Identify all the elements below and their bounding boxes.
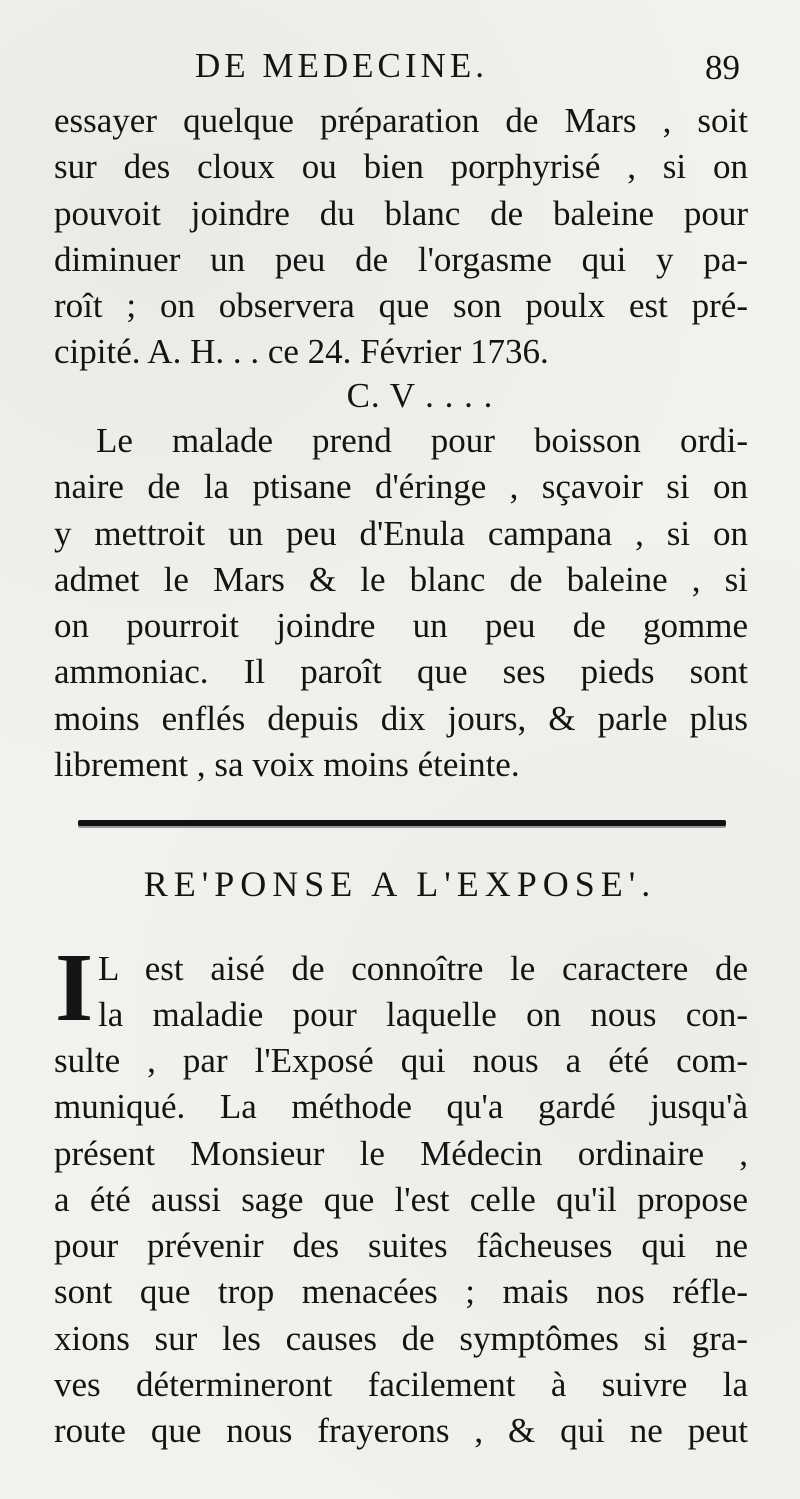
text-line: essayer quelque préparation de Mars , soit bbox=[54, 101, 748, 140]
text-line: diminuer un peu de l'orgasme qui y pa- bbox=[54, 239, 748, 279]
paragraph-continuation bbox=[54, 98, 748, 376]
text-line: moins enflés depuis dix jours, & parle plus bbox=[54, 698, 748, 738]
text-line: pour prévenir des suites fâcheuses qui ne bbox=[54, 1226, 748, 1266]
paragraph-response bbox=[54, 1038, 748, 1455]
text-line: xions sur les causes de symptômes si gra- bbox=[54, 1318, 748, 1358]
running-head: DE MEDECINE. bbox=[195, 46, 488, 85]
text-line: L est aisé de connoître le caractere de bbox=[98, 949, 748, 988]
text-line: muniqué. La méthode qu'a gardé jusqu'à bbox=[54, 1087, 748, 1127]
text-line: ves détermineront facilement à suivre la bbox=[54, 1365, 748, 1405]
section-divider bbox=[78, 820, 726, 826]
text-line: ammoniac. Il paroît que ses pieds sont bbox=[54, 652, 748, 692]
text-line: librement , sa voix moins éteinte. bbox=[54, 745, 520, 785]
text-line: sont que trop menacées ; mais nos réfle- bbox=[54, 1272, 748, 1312]
response-heading: RE'PONSE A L'EXPOSE'. bbox=[143, 864, 657, 904]
page-number: 89 bbox=[705, 48, 740, 87]
text-line: admet le Mars & le blanc de baleine , si bbox=[54, 559, 748, 599]
text-line: pouvoit joindre du blanc de baleine pour bbox=[54, 193, 748, 233]
text-line: présent Monsieur le Médecin ordinaire , bbox=[54, 1133, 748, 1173]
page-header bbox=[0, 46, 800, 96]
text-line: a été aussi sage que l'est celle qu'il propose bbox=[54, 1179, 748, 1219]
text-line: naire de la ptisane d'éringe , sçavoir si on bbox=[54, 467, 748, 507]
text-line: on pourroit joindre un peu de gomme bbox=[54, 606, 748, 646]
text-line: Le malade prend pour boisson ordi- bbox=[96, 421, 748, 460]
text-line: sulte , par l'Exposé qui nous a été com- bbox=[54, 1041, 748, 1080]
text-line: route que nous frayerons , & qui ne peut bbox=[54, 1411, 748, 1451]
text-line: la maladie pour laquelle on nous con- bbox=[98, 995, 748, 1035]
paragraph-cv bbox=[54, 418, 748, 788]
section-title: C. V . . . . bbox=[346, 376, 494, 415]
paragraph-response-start bbox=[98, 946, 748, 1039]
text-line: y mettroit un peu d'Enula campana , si on bbox=[54, 513, 748, 553]
drop-cap: I bbox=[55, 934, 94, 1042]
text-line: sur des cloux ou bien porphyrisé , si on bbox=[54, 147, 748, 187]
text-line: cipité. A. H. . . ce 24. Février 1736. bbox=[54, 332, 549, 372]
text-line: roît ; on observera que son poulx est pré- bbox=[54, 286, 748, 326]
